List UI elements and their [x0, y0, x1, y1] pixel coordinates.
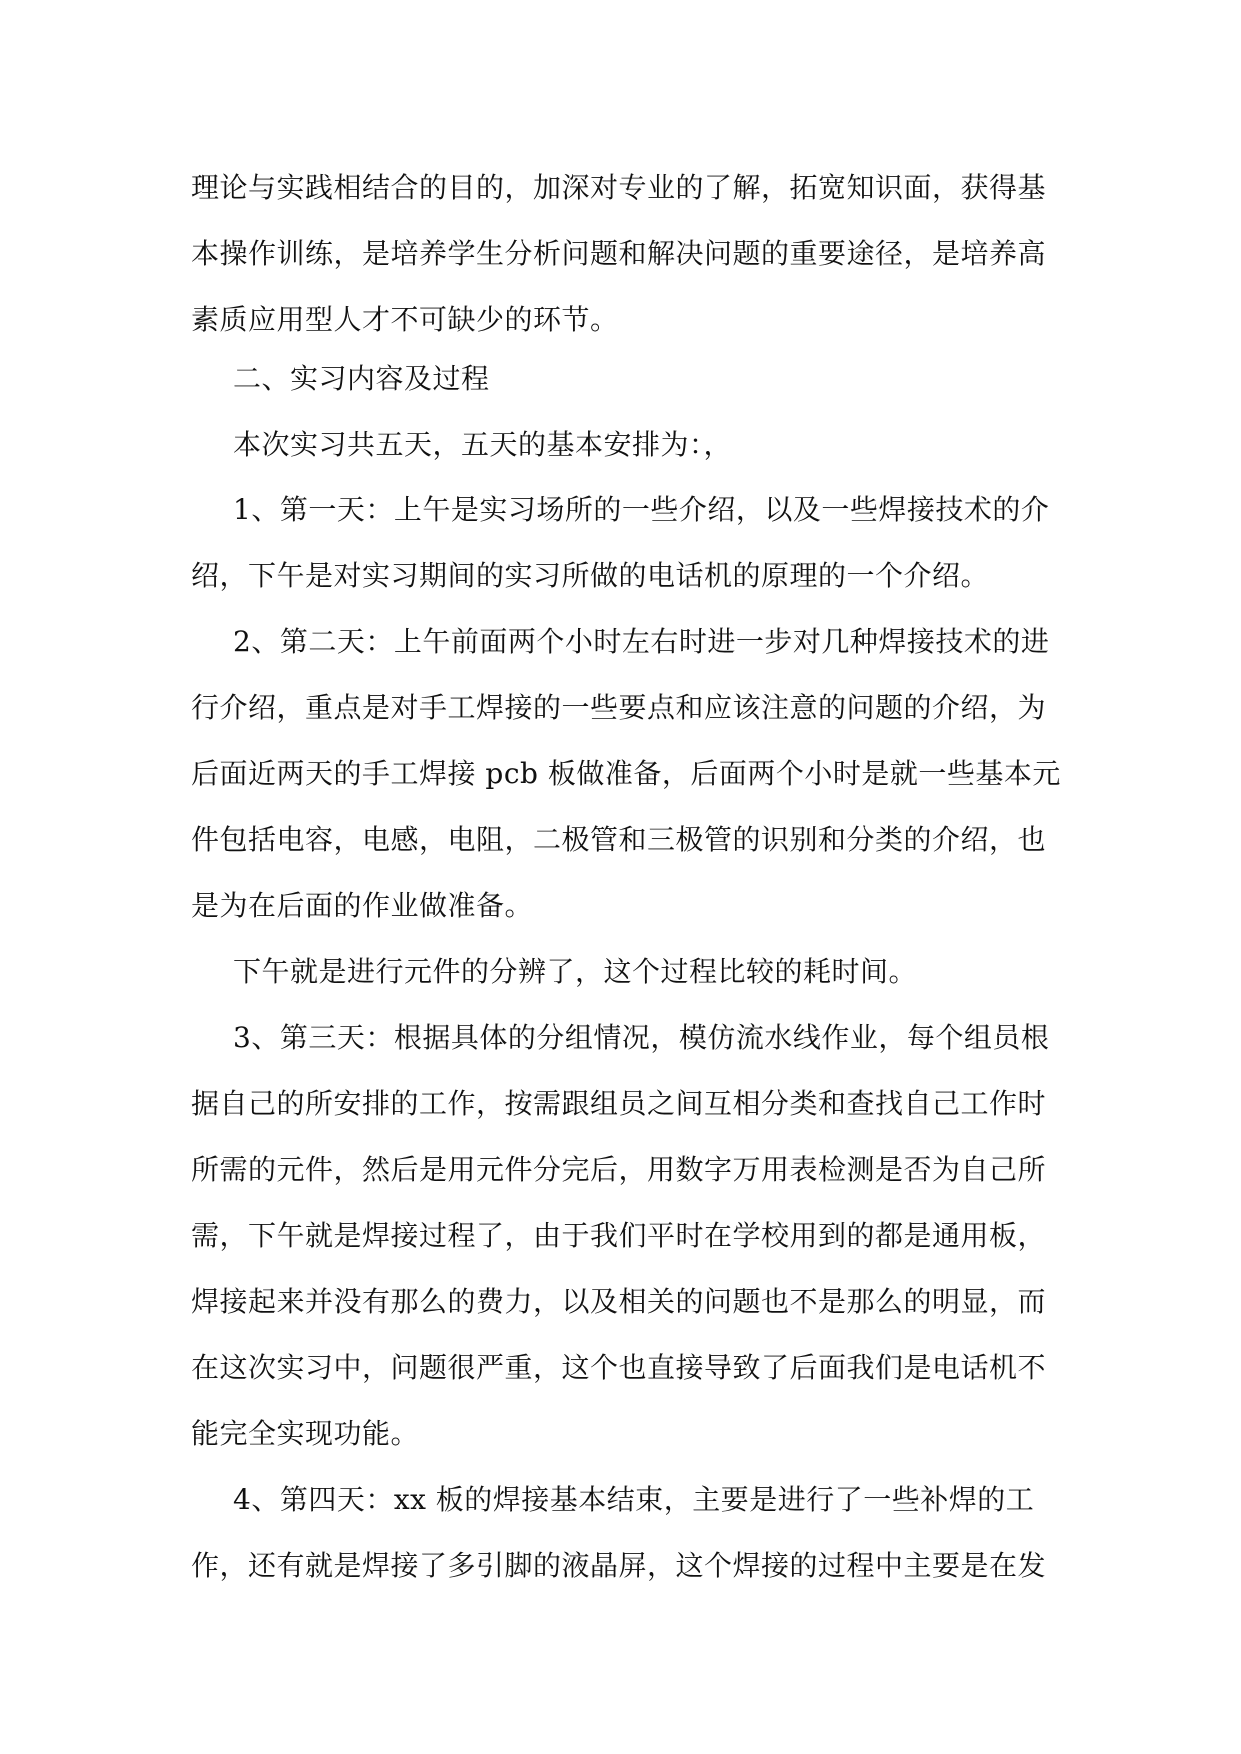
section-heading: 二、实习内容及过程	[233, 362, 490, 395]
paragraph-line: 需，下午就是焊接过程了，由于我们平时在学校用到的都是通用板，	[191, 1219, 1047, 1252]
paragraph-line: 本操作训练，是培养学生分析问题和解决问题的重要途径，是培养高	[191, 237, 1047, 270]
paragraph-line: 3、第三天：根据具体的分组情况，模仿流水线作业，每个组员根	[233, 1021, 1050, 1054]
paragraph-line: 据自己的所安排的工作，按需跟组员之间互相分类和查找自己工作时	[191, 1087, 1047, 1120]
paragraph-line: 后面近两天的手工焊接 pcb 板做准备，后面两个小时是就一些基本元	[191, 757, 1061, 790]
paragraph-line: 本次实习共五天，五天的基本安排为：，	[233, 428, 733, 461]
paragraph-line: 1、第一天：上午是实习场所的一些介绍，以及一些焊接技术的介	[233, 493, 1050, 526]
paragraph-line: 焊接起来并没有那么的费力，以及相关的问题也不是那么的明显，而	[191, 1285, 1047, 1318]
paragraph-line: 作，还有就是焊接了多引脚的液晶屏，这个焊接的过程中主要是在发	[191, 1549, 1047, 1582]
paragraph-line: 件包括电容，电感，电阻，二极管和三极管的识别和分类的介绍，也	[191, 823, 1047, 856]
paragraph-line: 4、第四天：xx 板的焊接基本结束，主要是进行了一些补焊的工	[233, 1483, 1035, 1516]
paragraph-line: 所需的元件，然后是用元件分完后，用数字万用表检测是否为自己所	[191, 1153, 1047, 1186]
paragraph-line: 是为在后面的作业做准备。	[191, 889, 534, 922]
paragraph-line: 绍，下午是对实习期间的实习所做的电话机的原理的一个介绍。	[191, 559, 990, 592]
paragraph-line: 理论与实践相结合的目的，加深对专业的了解，拓宽知识面，获得基	[191, 171, 1047, 204]
paragraph-line: 素质应用型人才不可缺少的环节。	[191, 303, 619, 336]
paragraph-line: 2、第二天：上午前面两个小时左右时进一步对几种焊接技术的进	[233, 625, 1050, 658]
paragraph-line: 下午就是进行元件的分辨了，这个过程比较的耗时间。	[233, 955, 918, 988]
paragraph-line: 行介绍，重点是对手工焊接的一些要点和应该注意的问题的介绍，为	[191, 691, 1047, 724]
paragraph-line: 能完全实现功能。	[191, 1417, 420, 1450]
paragraph-line: 在这次实习中，问题很严重，这个也直接导致了后面我们是电话机不	[191, 1351, 1047, 1384]
